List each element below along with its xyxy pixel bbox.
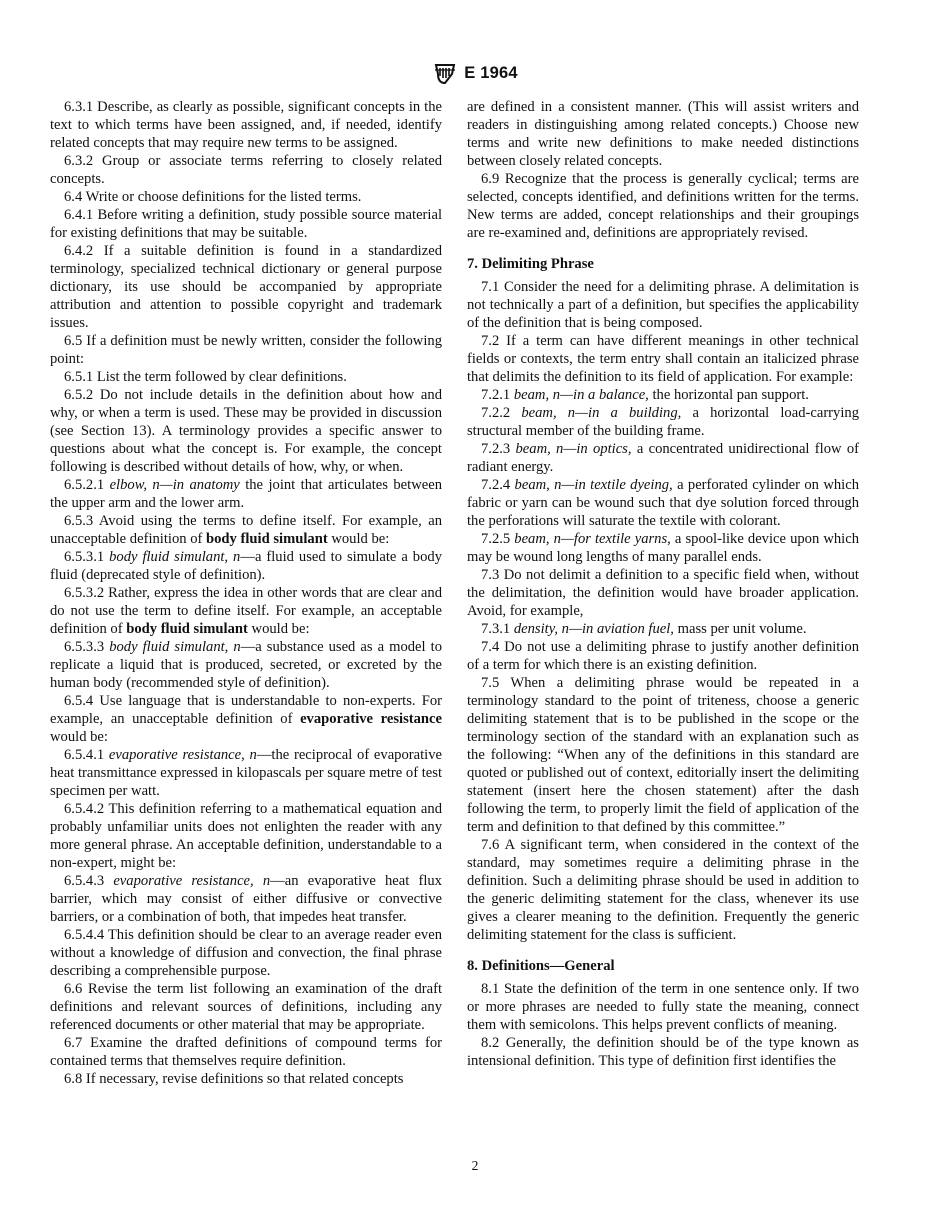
paragraph: 8.1 State the definition of the term in one sentence only. If two or more phrases are needed to fully state the meaning, connect them with semicolons. This helps prevent conflicts of meaning. [467, 981, 859, 1033]
term: evaporative resistance, n [108, 747, 257, 763]
standard-designation: E 1964 [464, 63, 518, 82]
section-heading: 8. Definitions—General [467, 958, 615, 974]
definition-text: the joint that articulates between the upper arm and the lower arm. [50, 477, 442, 511]
definition-text: the horizontal pan support. [652, 387, 809, 403]
clause-number: 7.2.2 [481, 405, 511, 421]
paragraph: 6.4.2 If a suitable definition is found in a standardized terminology, specialized technical dictionary or general purpose dictionary, its use should be accompanied by appropriate attribution and attention to possible copyright and trademark issues. [50, 243, 442, 331]
term: beam, n—in a balance, [513, 387, 649, 403]
term: evaporative resistance, n [113, 873, 271, 889]
paragraph: 6.5.1 List the term followed by clear definitions. [64, 369, 347, 385]
term: body fluid simulant, n [109, 549, 241, 565]
term: elbow, n—in anatomy [109, 477, 240, 493]
definition-example [467, 386, 859, 404]
paragraph: 7.6 A significant term, when considered in the context of the standard, may sometimes require a delimiting phrase in the definition. Such a delimiting phrase should be used in addition to the generic delimiting statement for the class, whenever its use gives a clearer meaning to the definition. Frequently the generic delimiting statement for the class is sufficient. [467, 837, 859, 943]
clause-number: 6.5.4.3 [64, 873, 105, 889]
definition-example [50, 746, 442, 800]
page-number: 2 [471, 1158, 479, 1173]
paragraph [50, 584, 442, 638]
definition-example [50, 476, 442, 512]
term: beam, n—in a building, [521, 405, 682, 421]
paragraph: 6.9 Recognize that the process is generally cyclical; terms are selected, concepts identified, and definitions written for the terms. New terms are added, concept relationships and their groupings are re-examined and, definitions are appropriately revised. [467, 171, 859, 241]
paragraph: 7.1 Consider the need for a delimiting phrase. A delimitation is not technically a part of a definition, but specifies the applicability of the definition that is being composed. [467, 279, 859, 331]
term: body fluid simulant, n [109, 639, 241, 655]
clause-number: 6.5.4.1 [64, 747, 105, 763]
definition-example [50, 638, 442, 692]
term: beam, n—in optics, [515, 441, 632, 457]
paragraph: 7.3 Do not delimit a definition to a specific field when, without the delimitation, the definition would have broader application. Avoid, for example, [467, 567, 859, 619]
text: would be: [251, 621, 310, 637]
paragraph: 6.3.1 Describe, as clearly as possible, significant concepts in the text to which terms have been assigned, and, if needed, identify related concepts that may require new terms to be assigned. [50, 99, 442, 151]
page-header [0, 62, 950, 88]
definition-example [467, 530, 859, 566]
paragraph: 7.2 If a term can have different meanings in other technical fields or contexts, the term entry shall contain an italicized phrase that delimits the definition to its field of application. For example: [467, 333, 859, 385]
definition-text: a horizontal load-carrying structural member of the building frame. [467, 405, 859, 439]
definition-text: a spool-like device upon which may be wound long lengths of many parallel ends. [467, 531, 860, 565]
term-bold: evaporative resistance [300, 711, 442, 727]
definition-text: a concentrated unidirectional flow of radiant energy. [467, 441, 859, 475]
definition-example [467, 440, 859, 476]
clause-number: 7.2.4 [481, 477, 511, 493]
paragraph: 6.5.2 Do not include details in the definition about how and why, or when a term is used. These may be provided in discussion (see Section 13). A terminology provides a specific answer to questions about what the concept is. For example, the concept following is described without details of how, why, or when. [50, 387, 442, 475]
paragraph [50, 692, 442, 746]
definition-example [50, 548, 442, 584]
term: beam, n—for textile yarns, [514, 531, 671, 547]
clause-number: 7.2.5 [481, 531, 511, 547]
term-bold: body fluid simulant [206, 531, 328, 547]
definition-example [467, 476, 859, 530]
section-heading: 7. Delimiting Phrase [467, 256, 594, 272]
paragraph: 7.5 When a delimiting phrase would be repeated in a terminology standard to the point of triteness, choose a generic delimiting statement that is to be published in the scope or the terminology section of the standard with an explanation such as the following: “When any of the definitions in this standard are quoted or published out of context, editorially insert the delimiting statement (insert here the chosen statement) after the dash following the term, to properly limit the field of application of the term and definition to that defined by this committee.” [467, 675, 859, 835]
definition-example [50, 872, 442, 926]
text: would be: [331, 531, 390, 547]
clause-number: 7.3.1 [481, 621, 511, 637]
paragraph-continued: are defined in a consistent manner. (This will assist writers and readers in distinguishing among related concepts.) Choose new terms and write new definitions to make needed distinctions between closely related concepts. [467, 99, 859, 169]
paragraph: 8.2 Generally, the definition should be of the type known as intensional definition. This type of definition first identifies the [467, 1035, 859, 1069]
text: 6.5.3.2 Rather, express the idea in other words that are clear and do not use the term to define itself. For example, an acceptable definition of [50, 585, 442, 637]
paragraph: 6.4.1 Before writing a definition, study possible source material for existing definitions that may be suitable. [50, 207, 442, 241]
paragraph [50, 512, 442, 548]
paragraph: 6.5.4.2 This definition referring to a mathematical equation and probably unfamiliar units does not enlighten the reader with any more general phrase. An acceptable definition, understandable to a non-expert, might be: [50, 801, 442, 871]
right-column [467, 98, 859, 1070]
clause-number: 7.2.3 [481, 441, 511, 457]
paragraph: 6.7 Examine the drafted definitions of compound terms for contained terms that themselves require definition. [50, 1035, 442, 1069]
definition-text: —a fluid used to simulate a body fluid (deprecated style of definition). [50, 549, 442, 583]
clause-number: 6.5.3.1 [64, 549, 105, 565]
clause-number: 6.5.2.1 [64, 477, 105, 493]
paragraph: 6.8 If necessary, revise definitions so that related concepts [64, 1071, 404, 1087]
paragraph: 6.5.4.4 This definition should be clear to an average reader even without a knowledge of diffusion and convection, the final phrase describing a comprehensible purpose. [50, 927, 442, 979]
definition-text: —a substance used as a model to replicate a liquid that is produced, secreted, or excreted by the human body (recommended style of definition). [50, 639, 442, 691]
clause-number: 6.5.3.3 [64, 639, 105, 655]
definition-example [467, 620, 859, 638]
astm-logo-icon [432, 62, 458, 84]
term: beam, n—in textile dyeing, [514, 477, 673, 493]
definition-text: —the reciprocal of evaporative heat transmittance expressed in kilopascals per square metre of test specimen per watt. [50, 747, 442, 799]
paragraph: 6.3.2 Group or associate terms referring to closely related concepts. [50, 153, 442, 187]
definition-text: mass per unit volume. [677, 621, 807, 637]
paragraph: 6.4 Write or choose definitions for the listed terms. [64, 189, 362, 205]
text: 6.5.3 Avoid using the terms to define itself. For example, an unacceptable definition of [50, 513, 442, 547]
term: density, n—in aviation fuel, [513, 621, 674, 637]
paragraph: 7.4 Do not use a delimiting phrase to justify another definition of a term for which there is an existing definition. [467, 639, 859, 673]
clause-number: 7.2.1 [481, 387, 511, 403]
definition-example [467, 404, 859, 440]
definition-text: a perforated cylinder on which fabric or yarn can be wound such that dye solution forced through the perforations will saturate the textile with colorant. [467, 477, 859, 529]
left-column [50, 98, 442, 1088]
term-bold: body fluid simulant [126, 621, 248, 637]
text: would be: [50, 729, 108, 745]
definition-text: —an evaporative heat flux barrier, which may consist of either diffusive or convective barriers, or a combination of both, that impedes heat transfer. [50, 873, 442, 925]
text: 6.5.4 Use language that is understandable to non-experts. For example, an unacceptable definition of [50, 693, 442, 727]
paragraph: 6.6 Revise the term list following an examination of the draft definitions and relevant sources of definitions, including any referenced documents or other material that may be appropriate. [50, 981, 442, 1033]
paragraph: 6.5 If a definition must be newly written, consider the following point: [50, 333, 442, 367]
